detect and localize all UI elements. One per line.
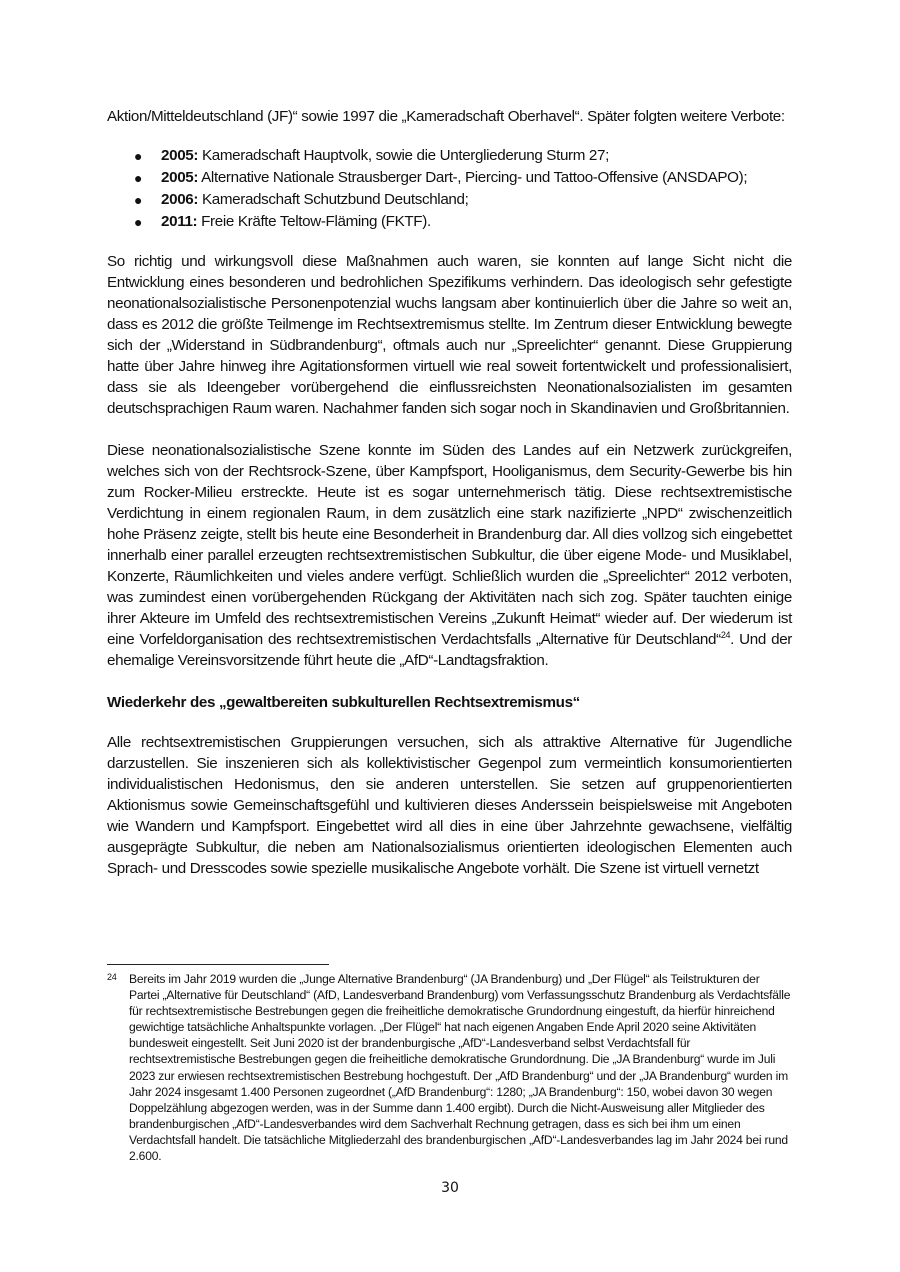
ban-text: Kameradschaft Hauptvolk, sowie die Untergliederung Sturm 27; xyxy=(198,147,609,164)
paragraph-network xyxy=(107,440,792,671)
list-item xyxy=(107,145,792,167)
ban-text: Alternative Nationale Strausberger Dart-, Piercing- und Tattoo-Offensive (ANSDAPO); xyxy=(198,169,748,186)
ban-year: 2005: xyxy=(161,147,199,164)
ban-year: 2006: xyxy=(161,191,199,208)
list-item xyxy=(107,167,792,189)
footnote-text: Bereits im Jahr 2019 wurden die „Junge Alternative Brandenburg“ (JA Brandenburg) und „Der Flügel“ als Teilstrukturen der Partei „Alternative für Deutschland“ (AfD, Landesverband Brandenburg) vom Verfassungsschutz Brandenburg als Verdachtsfälle für rechtsextremistische Bestrebungen gegen die freiheitliche demokratische Grundordnung eingestuft, da hierfür hinreichend gewichtige tatsächliche Anhaltspunkte vorlagen. „Der Flügel“ hat nach eigenen Angaben Ende April 2020 seine Aktivitäten bundesweit eingestellt. Seit Juni 2020 ist der brandenburgische „AfD“-Landesverband selbst Verdachtsfall für rechtsextremistische Bestrebungen gegen die freiheitliche demokratische Grundordnung. Die „JA Brandenburg“ wurde im Juli 2023 zur erwiesen rechtsextremistischen Bestrebung hochgestuft. Der „AfD Brandenburg“ und der „JA Brandenburg“ wurden im Jahr 2024 insgesamt 1.400 Personen zugeordnet („AfD Brandenburg“: 1280; „JA Brandenburg“: 150, wobei davon 30 wegen Doppelzählung abgezogen werden, was in der Summe dann 1.400 ergibt). Durch die Nicht-Ausweisung aller Mitglieder des brandenburgischen „AfD“-Landesverbandes wird dem Sachverhalt Rechnung getragen, dass es sich bei ihm um einen Verdachtsfall handelt. Die tatsächliche Mitgliederzahl des brandenburgischen „AfD“-Landesverbandes lag im Jahr 2024 bei rund 2.600. xyxy=(129,972,791,1164)
bullet-icon: ● xyxy=(134,148,143,164)
list-item xyxy=(107,189,792,211)
ban-list xyxy=(107,145,792,233)
footnote-reference[interactable]: 24 xyxy=(720,629,731,640)
ban-text: Freie Kräfte Teltow-Fläming (FKTF). xyxy=(197,213,431,230)
intro-paragraph: Aktion/Mitteldeutschland (JF)“ sowie 1997 die „Kameradschaft Oberhavel“. Später folgten weitere Verbote: xyxy=(107,108,785,125)
paragraph-subculture: Alle rechtsextremistischen Gruppierungen versuchen, sich als attraktive Alternative für Jugendliche darzustellen. Sie inszenieren sich als kollektivistischer Gegenpol zum vermeintlich konsumorientierten individualistischen Hedonismus, den sie anderen unterstellen. Sie setzen auf gruppenorientierten Aktionismus sowie Gemeinschaftsgefühl und kultivieren dieses Anderssein beispielsweise mit Angeboten wie Wandern und Kampfsport. Eingebettet wird all dies in eine über Jahrzehnte gewachsene, vielfältig ausgeprägte Subkultur, die neben am Nationalsozialismus orientierten ideologischen Elementen auch Sprach- und Dresscodes sowie spezielle musikalische Angebote vorhält. Die Szene ist virtuell vernetzt xyxy=(107,734,792,877)
ban-year: 2005: xyxy=(161,169,199,186)
paragraph-spreelichter: So richtig und wirkungsvoll diese Maßnahmen auch waren, sie konnten auf lange Sicht nicht die Entwicklung eines besonderen und bedrohlichen Spezifikums verhindern. Das ideologisch sehr gefestigte neonationalsozialistische Personenpotenzial wuchs langsam aber kontinuierlich über die Jahre so weit an, dass es 2012 die größte Teilmenge im Rechtsextremismus stellte. Im Zentrum dieser Entwicklung bewegte sich der „Widerstand in Südbrandenburg“, oftmals auch nur „Spreelichter“ genannt. Diese Gruppierung hatte über Jahre hinweg ihre Agitationsformen virtuell wie real soweit fortentwickelt und professionalisiert, dass sie als Ideengeber vorübergehend die einflussreichsten Neonationalsozialisten im gesamten deutschsprachigen Raum waren. Nachahmer fanden sich sogar noch in Skandinavien und Großbritannien. xyxy=(107,253,792,417)
footnote-number: 24 xyxy=(107,972,117,982)
ban-text: Kameradschaft Schutzbund Deutschland; xyxy=(198,191,469,208)
main-text xyxy=(107,106,792,879)
bullet-icon: ● xyxy=(134,192,143,208)
paragraph-network-text-end: . Und der ehemalige Vereinsvorsitzende führt heute die „AfD“-Landtagsfraktion. xyxy=(107,631,792,669)
bullet-icon: ● xyxy=(134,214,143,230)
footnote-divider xyxy=(107,964,329,965)
section-heading: Wiederkehr des „gewaltbereiten subkulturellen Rechtsextremismus“ xyxy=(107,694,580,711)
bullet-icon: ● xyxy=(134,170,143,186)
paragraph-network-text: Diese neonationalsozialistische Szene konnte im Süden des Landes auf ein Netzwerk zurückgreifen, welches sich von der Rechtsrock-Szene, über Kampfsport, Hooliganismus, dem Security-Gewerbe bis hin zum Rocker-Milieu erstreckte. Heute ist es sogar unternehmerisch tätig. Diese rechtsextremistische Verdichtung in einem regionalen Raum, in dem zusätzlich eine stark nazifizierte „NPD“ zwischenzeitlich hohe Präsenz zeigte, stellt bis heute eine Besonderheit in Brandenburg dar. All dies vollzog sich eingebettet innerhalb einer parallel erzeugten rechtsextremistischen Subkultur, die über eigene Mode- und Musiklabel, Konzerte, Räumlichkeiten und vieles andere verfügt. Schließlich wurden die „Spreelichter“ 2012 verboten, was zumindest einen vorübergehenden Rückgang der Aktivitäten nach sich zog. Später tauchten einige ihrer Akteure im Umfeld des rechtsextremistischen Vereins „Zukunft Heimat“ wieder auf. Der wiederum ist eine Vorfeldorganisation des rechtsextremistischen Verdachtsfalls „Alternative für Deutschland“ xyxy=(107,442,792,648)
page-number: 30 xyxy=(441,1180,459,1196)
list-item xyxy=(107,211,792,233)
footnote xyxy=(107,971,792,1164)
ban-year: 2011: xyxy=(161,213,198,230)
